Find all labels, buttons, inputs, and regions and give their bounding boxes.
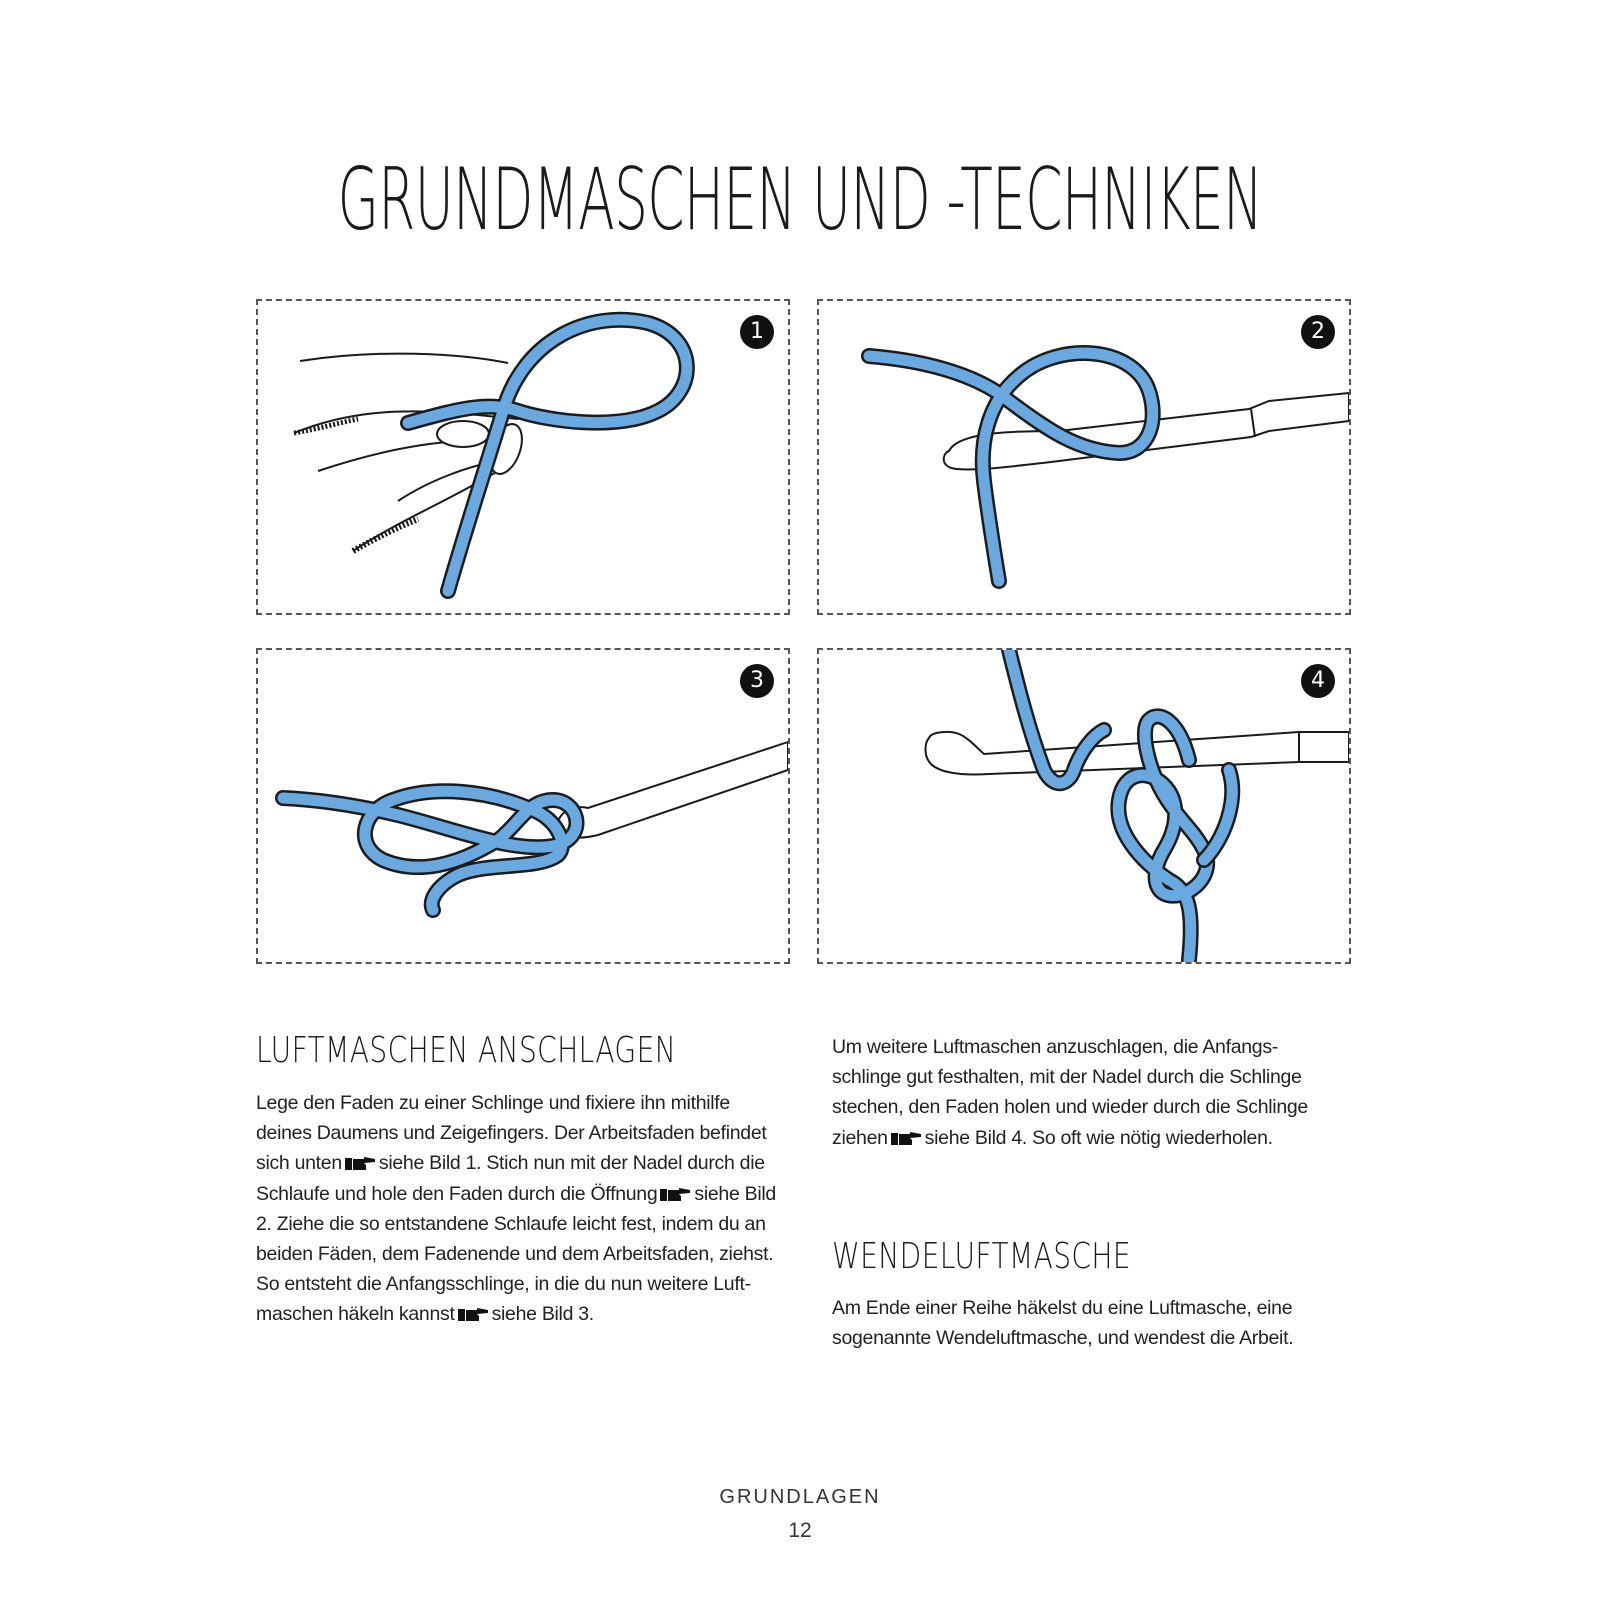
pointing-hand-icon bbox=[344, 1155, 376, 1171]
step-number-badge-4: 4 bbox=[1301, 664, 1335, 698]
illustration-step-4 bbox=[817, 648, 1351, 964]
section-heading-wendeluftmasche: WENDELUFTMASCHE bbox=[832, 1236, 1132, 1277]
step-number-badge-2: 2 bbox=[1301, 315, 1335, 349]
pointing-hand-icon bbox=[659, 1186, 691, 1202]
pointing-hand-icon bbox=[890, 1130, 922, 1146]
text-segment: Lege den Faden zu einer Schlinge und fixiere ihn mithilfe deines Daumens und Zeigefingers. Der Arbeitsfaden befindet sich unten bbox=[256, 1092, 767, 1175]
text-segment: siehe Bild 4. So oft wie nötig wiederholen. bbox=[924, 1126, 1273, 1149]
illustration-step-3 bbox=[256, 648, 790, 964]
chain-stitch-illustration bbox=[819, 650, 1349, 962]
text-segment: siehe Bild 2. Ziehe die so entstandene Schlaufe leicht fest, indem du an beiden Fäden, dem Fadenende und dem Arbeitsfaden, ziehst. So entsteht die Anfangsschlinge, in die du nun weitere Luft-maschen häkeln kannst bbox=[256, 1182, 776, 1326]
section-heading-luftmaschen: LUFTMASCHEN ANSCHLAGEN bbox=[256, 1030, 677, 1071]
pointing-hand-icon bbox=[457, 1306, 489, 1322]
slip-knot-illustration bbox=[258, 650, 788, 962]
hand-loop-illustration bbox=[258, 301, 788, 613]
illustration-step-1 bbox=[256, 299, 790, 615]
illustration-step-2 bbox=[817, 299, 1351, 615]
text-segment: siehe Bild 1. Stich nun mit der Nadel durch die Schlaufe und hole den Faden durch die Öffnung bbox=[256, 1152, 765, 1205]
step-number-badge-3: 3 bbox=[740, 664, 774, 698]
weitere-luftmaschen-instructions bbox=[832, 1032, 1332, 1153]
page-number: 12 bbox=[788, 1519, 812, 1542]
text-segment: Um weitere Luftmaschen anzuschlagen, die Anfangs-schlinge gut festhalten, mit der Nadel durch die Schlinge stechen, den Faden holen und wieder durch die Schlinge ziehen bbox=[832, 1036, 1308, 1149]
text-segment: siehe Bild 3. bbox=[491, 1303, 594, 1326]
wendeluftmasche-instructions: Am Ende einer Reihe häkelst du eine Luftmasche, eine sogenannte Wendeluftmasche, und wendest die Arbeit. bbox=[832, 1297, 1294, 1350]
luftmaschen-instructions bbox=[256, 1088, 776, 1330]
hook-through-loop-illustration bbox=[819, 301, 1349, 613]
step-number-badge-1: 1 bbox=[740, 315, 774, 349]
page-title: GRUNDMASCHEN UND -TECHNIKEN bbox=[337, 150, 1263, 250]
footer-section-label: GRUNDLAGEN bbox=[719, 1486, 881, 1508]
